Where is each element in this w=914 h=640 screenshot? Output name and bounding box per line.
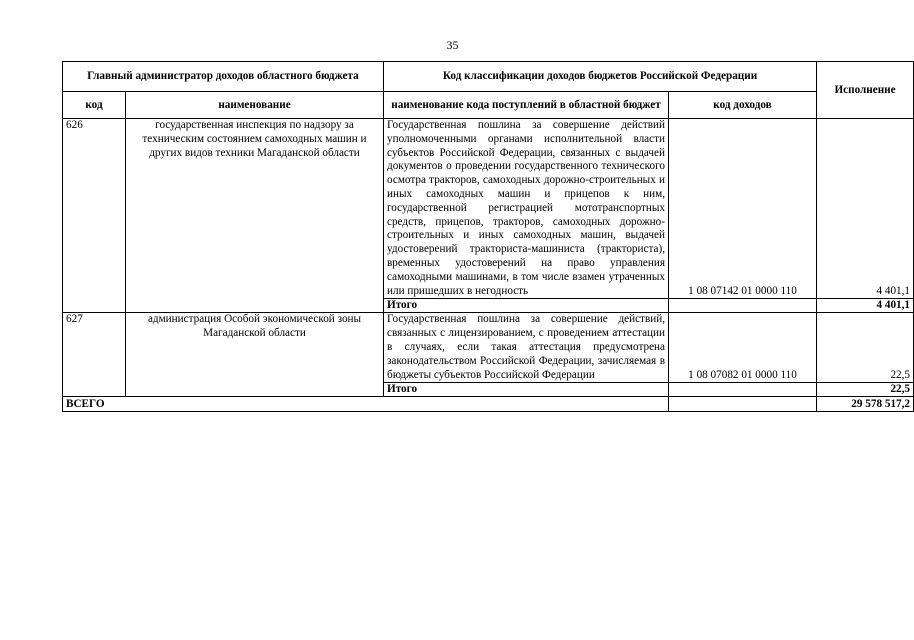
admin-name: государственная инспекция по надзору за техническим состоянием самоходных машин и других видов техники Магаданской области [126,119,384,313]
subtotal-label: Итого [384,299,669,313]
header-classification-group: Код классификации доходов бюджетов Российской Федерации [384,62,817,92]
subtotal-empty [669,299,817,313]
table-row [63,119,914,299]
header-income-name: наименование кода поступлений в областной бюджет [384,92,669,119]
admin-code: 626 [63,119,126,313]
table-row [63,313,914,383]
header-row-bottom [63,92,914,119]
income-description: Государственная пошлина за совершение действий, связанных с лицензированием, с проведением аттестации в случаях, если такая аттестация предусмотрена законодательством Российской Федерации, зачисляемая в бюджеты субъектов Российской Федерации [384,313,669,383]
grand-total-row [63,397,914,412]
grand-total-label: ВСЕГО [63,397,669,412]
subtotal-empty [669,383,817,397]
subtotal-value: 22,5 [817,383,914,397]
header-code: код [63,92,126,119]
page-number: 35 [446,38,459,52]
header-name: наименование [126,92,384,119]
grand-total-value: 29 578 517,2 [817,397,914,412]
execution-value: 4 401,1 [817,119,914,299]
grand-total-empty [669,397,817,412]
admin-name: администрация Особой экономической зоны Магаданской области [126,313,384,397]
header-row-top [63,62,914,92]
subtotal-value: 4 401,1 [817,299,914,313]
admin-code: 627 [63,313,126,397]
income-description: Государственная пошлина за совершение действий уполномоченными органами исполнительной власти субъектов Российской Федерации, связанных с выдачей документов о проведении государственного технического осмотра тракторов, самоходных дорожно-строительных и иных самоходных машин и прицепов к ним, государственной регистрацией мототранспортных средств, прицепов, тракторов, самоходных дорожно-строительных и иных самоходных машин, выдачей удостоверений тракториста-машиниста (тракториста), временных удостоверений на право управления самоходными машинами, в том числе взамен утраченных или пришедших в негодность [384,119,669,299]
header-execution: Исполнение [817,62,914,119]
income-code: 1 08 07142 01 0000 110 [669,119,817,299]
header-income-code: код доходов [669,92,817,119]
execution-value: 22,5 [817,313,914,383]
revenue-table [62,61,914,412]
income-code: 1 08 07082 01 0000 110 [669,313,817,383]
subtotal-label: Итого [384,383,669,397]
header-admin-group: Главный администратор доходов областного бюджета [63,62,384,92]
